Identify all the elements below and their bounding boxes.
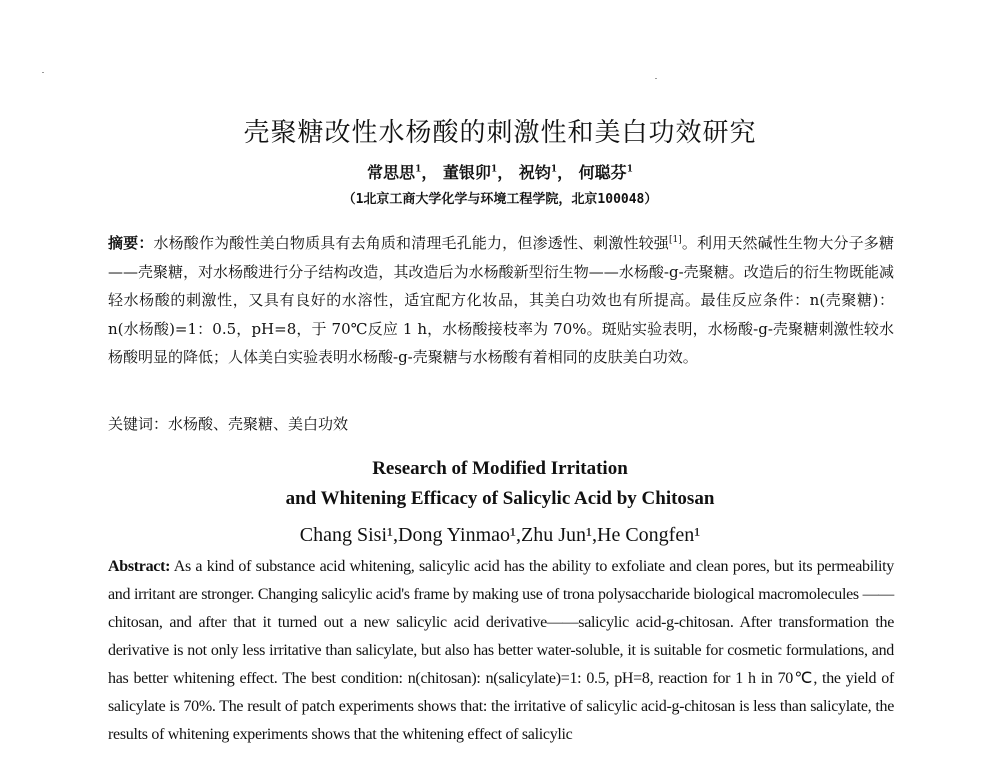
citation-ref: [1] bbox=[668, 235, 682, 245]
keywords-cn bbox=[108, 413, 894, 434]
paper-title-en-line1: Research of Modified Irritation bbox=[372, 458, 628, 479]
author: 董银卯 bbox=[442, 163, 491, 182]
affil-mark: 1 bbox=[550, 164, 558, 175]
paper-title-cn: 壳聚糖改性水杨酸的刺激性和美白功效研究 bbox=[243, 118, 757, 148]
keywords-text: 水杨酸、壳聚糖、美白功效 bbox=[168, 415, 349, 433]
abstract-text-cn-cont: 。利用天然碱性生物大分子多糖——壳聚糖，对水杨酸进行分子结构改造，其改造后为水杨酸新型衍生物——水杨酸-g-壳聚糖。改造后的衍生物既能减轻水杨酸的刺激性，又具有良好的水溶性，适宜配方化妆品，其美白功效也有所提高。最佳反应条件：n(壳聚糖)：n(水杨酸)=1：0.5，pH=8，于 70℃反应 1 h，水杨酸接枝率为 70%。斑贴实验表明，水杨酸-g-壳聚糖刺激性较水杨酸明显的降低；人体美白实验表明水杨酸-g-壳聚糖与水杨酸有着相同的皮肤美白功效。 bbox=[108, 234, 894, 366]
affiliation-cn: （1北京工商大学化学与环境工程学院，北京100048） bbox=[342, 192, 658, 207]
author: 常思思 bbox=[367, 163, 416, 182]
scan-speck bbox=[42, 72, 44, 73]
affil-mark: 1 bbox=[415, 164, 422, 175]
abstract-label-cn: 摘要： bbox=[108, 234, 154, 252]
abstract-cn bbox=[108, 229, 894, 372]
affil-mark: 1 bbox=[490, 164, 498, 175]
scan-speck bbox=[655, 78, 657, 79]
affil-mark: 1 bbox=[626, 164, 633, 175]
authors-en: Chang Sisi¹,Dong Yinmao¹,Zhu Jun¹,He Congfen¹ bbox=[299, 524, 701, 546]
paper-title-en-line2: and Whitening Efficacy of Salicylic Acid by Chitosan bbox=[285, 488, 715, 509]
sep: ， bbox=[557, 163, 574, 182]
abstract-en bbox=[108, 553, 894, 749]
author: 何聪芬 bbox=[578, 163, 627, 182]
abstract-text-en: As a kind of substance acid whitening, salicylic acid has the ability to exfoliate and clean pores, but its permeability and irritant are stronger. Changing salicylic acid's frame by making use of trona polysaccharide biological macromolecules ——chitosan, and after that it turned out a new salicylic acid derivative——salicylic acid-g-chitosan. After transformation the derivative is not only less irritative than salicylate, but also has better water-soluble, it is suitable for cosmetic formulations, and has better whitening effect. The best condition: n(chitosan): n(salicylate)=1: 0.5, pH=8, reaction for 1 h in 70℃, the yield of salicylate is 70%. The result of patch experiments shows that: the irritative of salicylic acid-g-chitosan is less than salicylate, the results of whitening experiments shows that the whitening effect of salicylic bbox=[108, 558, 894, 743]
abstract-text-cn: 水杨酸作为酸性美白物质具有去角质和清理毛孔能力，但渗透性、刺激性较强 bbox=[153, 234, 669, 252]
sep: ， bbox=[421, 163, 438, 182]
authors-cn bbox=[0, 160, 1000, 183]
sep: ， bbox=[497, 163, 514, 182]
author: 祝钧 bbox=[518, 163, 551, 182]
abstract-label-en: Abstract: bbox=[108, 558, 171, 575]
keywords-label: 关键词： bbox=[108, 415, 169, 433]
